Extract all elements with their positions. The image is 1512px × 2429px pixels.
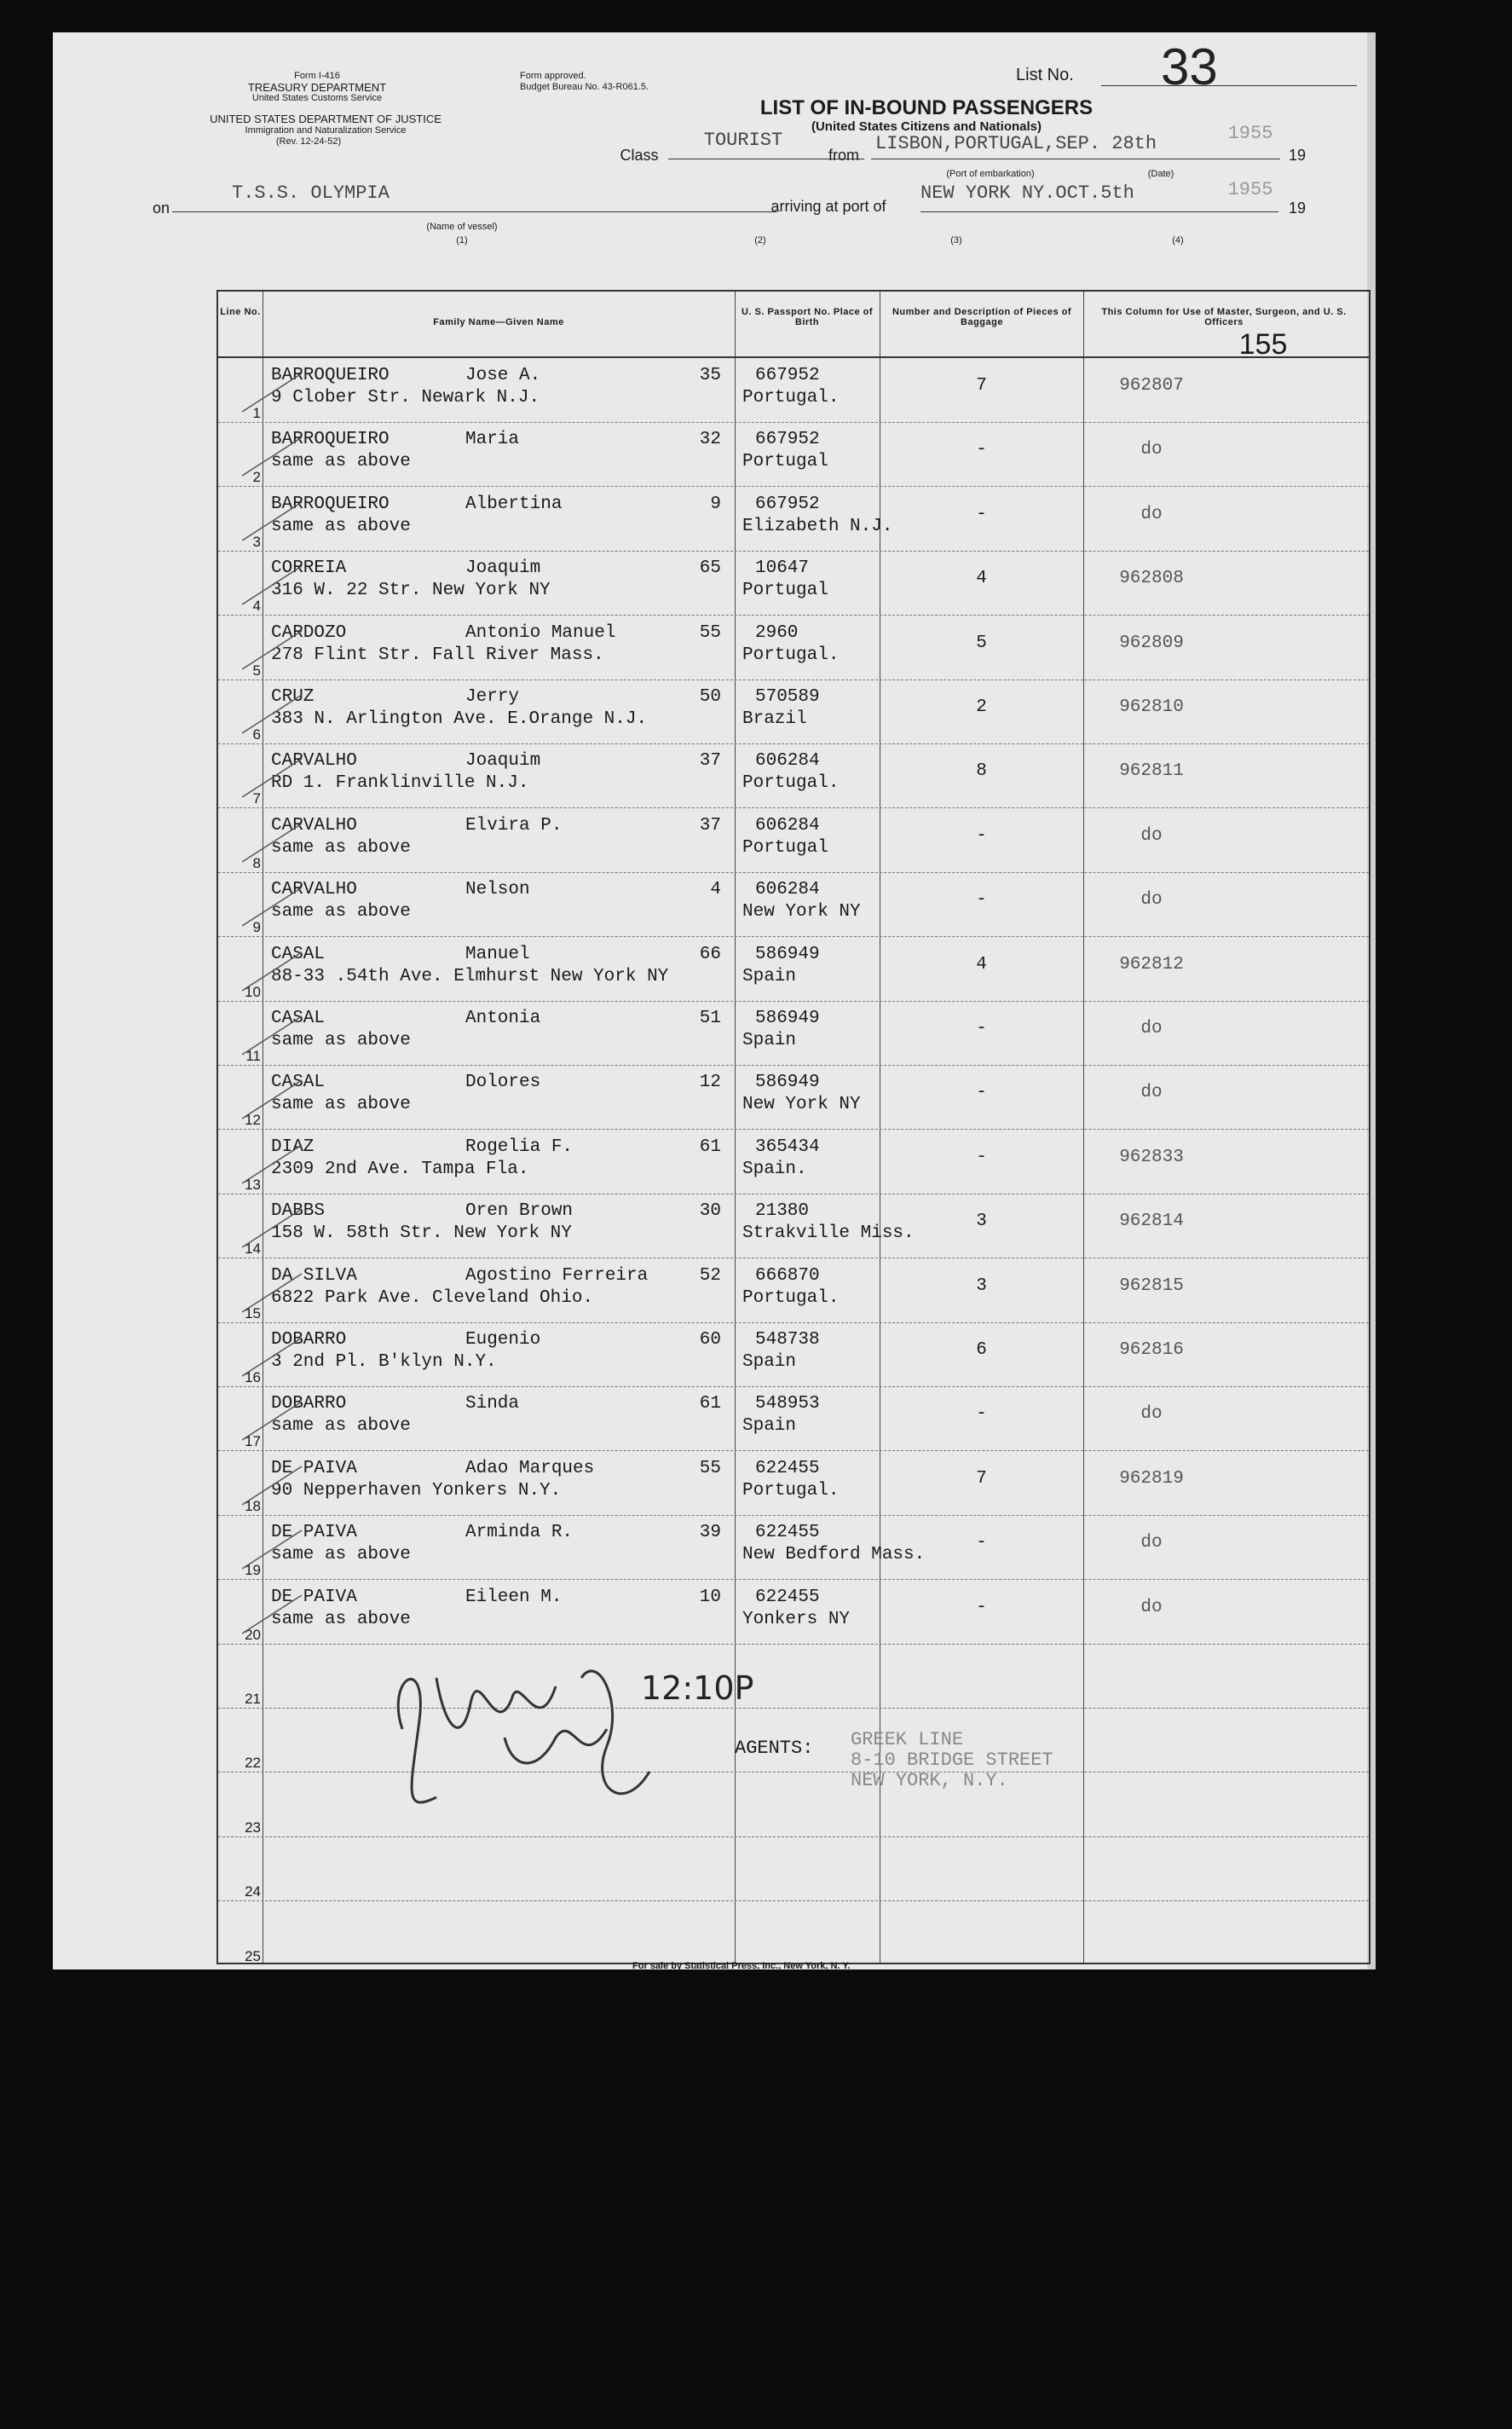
table-row [218, 872, 1369, 937]
given-name: Albertina [465, 494, 563, 514]
baggage-count: 4 [976, 954, 987, 974]
table-row [218, 1322, 1369, 1387]
form-approved: Form approved. [520, 71, 586, 81]
line-number: 23 [245, 1819, 261, 1836]
age: 55 [699, 1458, 721, 1478]
col-line-no-header: Line No. [220, 307, 261, 317]
place-of-birth: Portugal. [742, 388, 840, 408]
check-mark [242, 1072, 344, 1123]
table-row [218, 1386, 1369, 1451]
line-number: 9 [252, 919, 261, 936]
column-ref-2: (2) [754, 235, 766, 246]
passport-number: 622455 [755, 1458, 820, 1478]
vessel-value: T.S.S. OLYMPIA [232, 182, 390, 204]
place-of-birth: Spain [742, 1031, 797, 1050]
budget-bureau: Budget Bureau No. 43-R061.5. [520, 82, 649, 92]
officer-number: do [1140, 1404, 1163, 1425]
baggage-count: - [976, 890, 987, 911]
address: same as above [271, 452, 411, 472]
address: 278 Flint Str. Fall River Mass. [271, 645, 604, 665]
address: same as above [271, 1416, 411, 1437]
nineteen-1: 19 [1288, 147, 1307, 164]
line-number: 22 [245, 1755, 261, 1772]
baggage-count: 3 [976, 1212, 987, 1232]
given-name: Oren Brown [465, 1201, 574, 1222]
line-number: 19 [245, 1562, 261, 1579]
passport-number: 586949 [755, 944, 820, 964]
family-name: DOBARRO [271, 1394, 347, 1414]
passport-number: 606284 [755, 815, 820, 836]
form-number: Form I-416 [294, 71, 340, 81]
officer-number: do [1140, 440, 1163, 460]
age: 51 [699, 1009, 721, 1028]
line-number: 24 [245, 1883, 261, 1900]
baggage-count: 3 [976, 1275, 987, 1296]
column-ref-1: (1) [456, 235, 468, 246]
age: 61 [699, 1136, 721, 1157]
document-subtitle: (United States Citizens and Nationals) [811, 119, 1042, 134]
agents-stamp-line-1: GREEK LINE [851, 1729, 964, 1750]
age: 37 [699, 815, 721, 836]
officer-number: 962816 [1119, 1340, 1184, 1360]
address: same as above [271, 902, 411, 922]
line-number: 2 [252, 469, 261, 486]
passport-number: 586949 [755, 1073, 820, 1093]
line-number: 16 [245, 1369, 261, 1385]
passport-number: 586949 [755, 1009, 820, 1028]
family-name: BARROQUEIRO [271, 366, 390, 385]
place-of-birth: Portugal. [742, 773, 840, 794]
baggage-count: - [976, 504, 987, 524]
line-number: 3 [252, 533, 261, 550]
arriving-label: arriving at port of [770, 198, 886, 215]
officer-number: 962809 [1119, 633, 1184, 653]
baggage-count: - [976, 1019, 987, 1038]
place-of-birth: Portugal. [742, 645, 840, 665]
given-name: Eugenio [465, 1330, 541, 1350]
address: 2309 2nd Ave. Tampa Fla. [271, 1159, 529, 1179]
check-mark [242, 686, 344, 737]
nineteen-2: 19 [1288, 200, 1307, 217]
given-name: Jose A. [465, 366, 541, 385]
baggage-count: - [976, 1533, 987, 1553]
table-row [218, 1194, 1369, 1258]
arriving-value: NEW YORK NY.OCT.5th [920, 182, 1134, 204]
given-name: Maria [465, 430, 520, 450]
printer-footer: For sale by Statistical Press, Inc., New York, N. Y. [632, 1961, 851, 1971]
check-mark [242, 1329, 347, 1380]
line-number: 11 [245, 1048, 261, 1064]
manifest-page [53, 32, 1376, 1969]
family-name: CARVALHO [271, 751, 357, 772]
place-of-birth: Portugal [742, 837, 828, 858]
line-number: 5 [252, 662, 261, 679]
line-number: 10 [245, 983, 261, 1000]
officer-number: 962815 [1119, 1275, 1184, 1296]
address: same as above [271, 1609, 411, 1629]
place-of-birth: Portugal [742, 581, 828, 601]
passport-number: 667952 [755, 494, 820, 514]
passport-number: 622455 [755, 1587, 820, 1607]
age: 55 [699, 622, 721, 643]
family-name: CRUZ [271, 687, 315, 707]
address: same as above [271, 1545, 411, 1565]
check-mark [242, 815, 344, 866]
baggage-count: - [976, 1597, 987, 1617]
passport-number: 365434 [755, 1136, 820, 1157]
place-of-birth: Elizabeth N.J. [742, 516, 893, 536]
list-no-label: List No. [1016, 66, 1074, 84]
from-label: from [828, 147, 859, 164]
passport-number: 10647 [755, 558, 810, 579]
address: 9 Clober Str. Newark N.J. [271, 388, 540, 408]
officer-number: do [1140, 825, 1163, 846]
place-of-birth: Strakville Miss. [742, 1223, 915, 1244]
line-number: 7 [252, 790, 261, 807]
vessel-label: (Name of vessel) [426, 222, 498, 232]
passport-number: 548953 [755, 1394, 820, 1414]
table-row [218, 487, 1369, 552]
given-name: Joaquim [465, 558, 541, 579]
age: 60 [699, 1330, 721, 1350]
place-of-birth: New York NY [742, 1095, 861, 1115]
family-name: CORREIA [271, 558, 347, 579]
address: 3 2nd Pl. B'klyn N.Y. [271, 1352, 497, 1372]
address: 383 N. Arlington Ave. E.Orange N.J. [271, 709, 648, 729]
officer-number: 962833 [1119, 1147, 1184, 1167]
family-name: CARVALHO [271, 880, 357, 900]
treasury-heading: TREASURY DEPARTMENT [247, 81, 387, 94]
check-mark [242, 1458, 344, 1509]
list-number: 33 [1161, 38, 1218, 95]
address: same as above [271, 516, 411, 536]
officer-number: do [1140, 1533, 1163, 1553]
passport-number: 606284 [755, 880, 820, 900]
address: RD 1. Franklinville N.J. [271, 773, 529, 794]
family-name: CARDOZO [271, 622, 347, 643]
line-number: 17 [245, 1433, 261, 1450]
passport-number: 622455 [755, 1523, 820, 1543]
officer-number: 962812 [1119, 954, 1184, 974]
arrival-year-1: 1955 [1227, 123, 1273, 144]
place-of-birth: Spain. [742, 1159, 807, 1179]
given-name: Dolores [465, 1073, 541, 1093]
given-name: Agostino Ferreira [465, 1265, 649, 1286]
table-row [218, 1451, 1369, 1516]
revision: (Rev. 12-24-52) [275, 136, 342, 147]
line-number: 12 [245, 1112, 261, 1129]
given-name: Manuel [465, 944, 530, 964]
table-row [218, 1001, 1369, 1066]
family-name: DA SILVA [271, 1265, 357, 1286]
family-name: DOBARRO [271, 1330, 347, 1350]
place-of-birth: Spain [742, 1352, 797, 1372]
baggage-count: 7 [976, 376, 987, 396]
age: 37 [699, 751, 721, 772]
given-name: Antonio Manuel [465, 622, 616, 643]
officer-number: 962819 [1119, 1468, 1184, 1489]
passport-number: 667952 [755, 366, 820, 385]
age: 52 [699, 1265, 721, 1286]
table-row [218, 1515, 1369, 1580]
column-ref-4: (4) [1172, 235, 1184, 246]
baggage-count: 7 [976, 1468, 987, 1489]
address: same as above [271, 837, 411, 858]
baggage-count: - [976, 440, 987, 460]
date-label: (Date) [1147, 169, 1174, 179]
check-mark [242, 365, 344, 416]
age: 9 [710, 494, 721, 514]
line-number: 18 [245, 1497, 261, 1514]
officer-number: do [1140, 1597, 1163, 1617]
agents-stamp-line-2: 8-10 BRIDGE STREET [851, 1749, 1053, 1771]
line-number: 15 [245, 1304, 261, 1321]
age: 32 [699, 430, 721, 450]
justice-heading: UNITED STATES DEPARTMENT OF JUSTICE [210, 113, 441, 125]
given-name: Sinda [465, 1394, 520, 1414]
check-mark [242, 1136, 344, 1188]
age: 66 [699, 944, 721, 964]
family-name: DABBS [271, 1201, 326, 1222]
table-row [218, 743, 1369, 808]
place-of-birth: Portugal. [742, 1287, 840, 1308]
baggage-count: - [976, 1404, 987, 1425]
agents-label: AGENTS: [735, 1738, 814, 1759]
check-mark [242, 1200, 344, 1252]
on-label: on [152, 200, 170, 217]
handwritten-time: 12:10P [641, 1669, 754, 1707]
place-of-birth: Spain [742, 1416, 797, 1437]
address: same as above [271, 1095, 411, 1115]
col-officers-header: This Column for Use of Master, Surgeon, and U. S. Officers [1101, 307, 1347, 327]
place-of-birth: New York NY [742, 902, 861, 922]
address: 90 Nepperhaven Yonkers N.Y. [271, 1480, 562, 1501]
given-name: Joaquim [465, 751, 541, 772]
officer-number: 962808 [1119, 569, 1184, 589]
ins-heading: Immigration and Naturalization Service [245, 125, 407, 136]
address: 316 W. 22 Str. New York NY [271, 581, 551, 601]
family-name: DE PAIVA [271, 1458, 357, 1478]
address: 158 W. 58th Str. New York NY [271, 1223, 572, 1244]
officer-number: do [1140, 504, 1163, 524]
line-number: 4 [252, 598, 261, 615]
passport-number: 2960 [755, 622, 799, 643]
document-title: LIST OF IN-BOUND PASSENGERS [759, 96, 1094, 119]
check-mark [242, 1393, 347, 1444]
passport-number: 21380 [755, 1201, 810, 1222]
given-name: Jerry [465, 687, 520, 707]
officer-number: do [1140, 1083, 1163, 1103]
officer-number: do [1140, 1019, 1163, 1038]
given-name: Rogelia F. [465, 1136, 574, 1157]
check-mark [242, 1008, 344, 1059]
table-row [218, 1836, 1369, 1901]
passport-number: 666870 [755, 1265, 820, 1286]
place-of-birth: Portugal. [742, 1480, 840, 1501]
baggage-count: 4 [976, 569, 987, 589]
check-mark [242, 1587, 344, 1638]
line-number: 8 [252, 854, 261, 871]
port-embarkation-label: (Port of embarkation) [946, 169, 1035, 179]
check-mark [242, 879, 344, 930]
customs-heading: United States Customs Service [251, 93, 383, 103]
line-number: 20 [245, 1626, 261, 1643]
officer-number: 962811 [1119, 761, 1184, 782]
baggage-count: 8 [976, 761, 987, 782]
column-ref-3: (3) [950, 235, 962, 246]
check-mark [242, 494, 344, 545]
table-row [218, 616, 1369, 680]
table-row [218, 551, 1369, 616]
passport-number: 570589 [755, 687, 820, 707]
address: 88-33 .54th Ave. Elmhurst New York NY [271, 966, 669, 986]
family-name: CARVALHO [271, 815, 357, 836]
place-of-birth: Yonkers NY [742, 1609, 851, 1629]
page-number: 155 [1238, 328, 1288, 361]
check-mark [242, 750, 344, 801]
from-value: LISBON,PORTUGAL,SEP. 28th [875, 133, 1157, 154]
place-of-birth: New Bedford Mass. [742, 1545, 926, 1565]
line-number: 14 [245, 1241, 261, 1258]
table-row [218, 1258, 1369, 1323]
line-number: 6 [252, 726, 261, 743]
officer-number: do [1140, 890, 1163, 911]
baggage-count: 6 [976, 1340, 987, 1360]
col-baggage-header: Number and Description of Pieces of Baggage [892, 307, 1072, 327]
family-name: CASAL [271, 944, 326, 964]
place-of-birth: Spain [742, 966, 797, 986]
line-number: 1 [252, 405, 261, 421]
col-passport-header: U. S. Passport No. Place of Birth [741, 307, 874, 327]
check-mark [242, 1522, 344, 1573]
baggage-count: - [976, 1083, 987, 1103]
table-row [218, 422, 1369, 487]
table-row [218, 808, 1369, 873]
given-name: Elvira P. [465, 815, 563, 836]
baggage-count: 5 [976, 633, 987, 653]
age: 65 [699, 558, 721, 579]
age: 12 [699, 1073, 721, 1093]
family-name: BARROQUEIRO [271, 494, 390, 514]
passport-number: 667952 [755, 430, 820, 450]
table-row [218, 1130, 1369, 1194]
family-name: CASAL [271, 1009, 326, 1028]
given-name: Eileen M. [465, 1587, 563, 1607]
check-mark [242, 1265, 344, 1316]
family-name: CASAL [271, 1073, 326, 1093]
baggage-count: - [976, 1147, 987, 1167]
class-label: Class [620, 147, 659, 164]
officer-number: 962810 [1119, 697, 1184, 717]
address: 6822 Park Ave. Cleveland Ohio. [271, 1287, 594, 1308]
check-mark [242, 558, 347, 609]
age: 35 [699, 366, 721, 385]
baggage-count: - [976, 825, 987, 846]
officer-number: 962807 [1119, 376, 1184, 396]
age: 61 [699, 1394, 721, 1414]
given-name: Adao Marques [465, 1458, 595, 1478]
passport-number: 548738 [755, 1330, 820, 1350]
place-of-birth: Brazil [742, 709, 807, 729]
officer-number: 962814 [1119, 1212, 1184, 1232]
check-mark [242, 429, 344, 480]
passport-number: 606284 [755, 751, 820, 772]
line-number: 25 [245, 1947, 261, 1964]
family-name: DE PAIVA [271, 1587, 357, 1607]
age: 4 [710, 880, 721, 900]
arrival-year-2: 1955 [1227, 179, 1273, 200]
age: 30 [699, 1201, 721, 1222]
place-of-birth: Portugal [742, 452, 828, 472]
age: 10 [699, 1587, 721, 1607]
class-value: TOURIST [703, 130, 783, 151]
table-row [218, 358, 1369, 423]
address: same as above [271, 1031, 411, 1050]
table-row [218, 1901, 1369, 1965]
table-row [218, 937, 1369, 1002]
given-name: Nelson [465, 880, 530, 900]
line-number: 13 [245, 1176, 261, 1193]
given-name: Antonia [465, 1009, 541, 1028]
inspector-signature [368, 1627, 675, 1831]
family-name: DE PAIVA [271, 1523, 357, 1543]
col-name-header: Family Name—Given Name [433, 317, 564, 327]
family-name: DIAZ [271, 1136, 315, 1157]
family-name: BARROQUEIRO [271, 430, 390, 450]
baggage-count: 2 [976, 697, 987, 717]
given-name: Arminda R. [465, 1523, 574, 1543]
agents-stamp-line-3: NEW YORK, N.Y. [851, 1770, 1008, 1791]
age: 50 [699, 687, 721, 707]
table-row [218, 1065, 1369, 1130]
line-number: 21 [245, 1691, 261, 1707]
table-row [218, 680, 1369, 744]
check-mark [242, 944, 344, 995]
age: 39 [699, 1523, 721, 1543]
check-mark [242, 622, 347, 674]
